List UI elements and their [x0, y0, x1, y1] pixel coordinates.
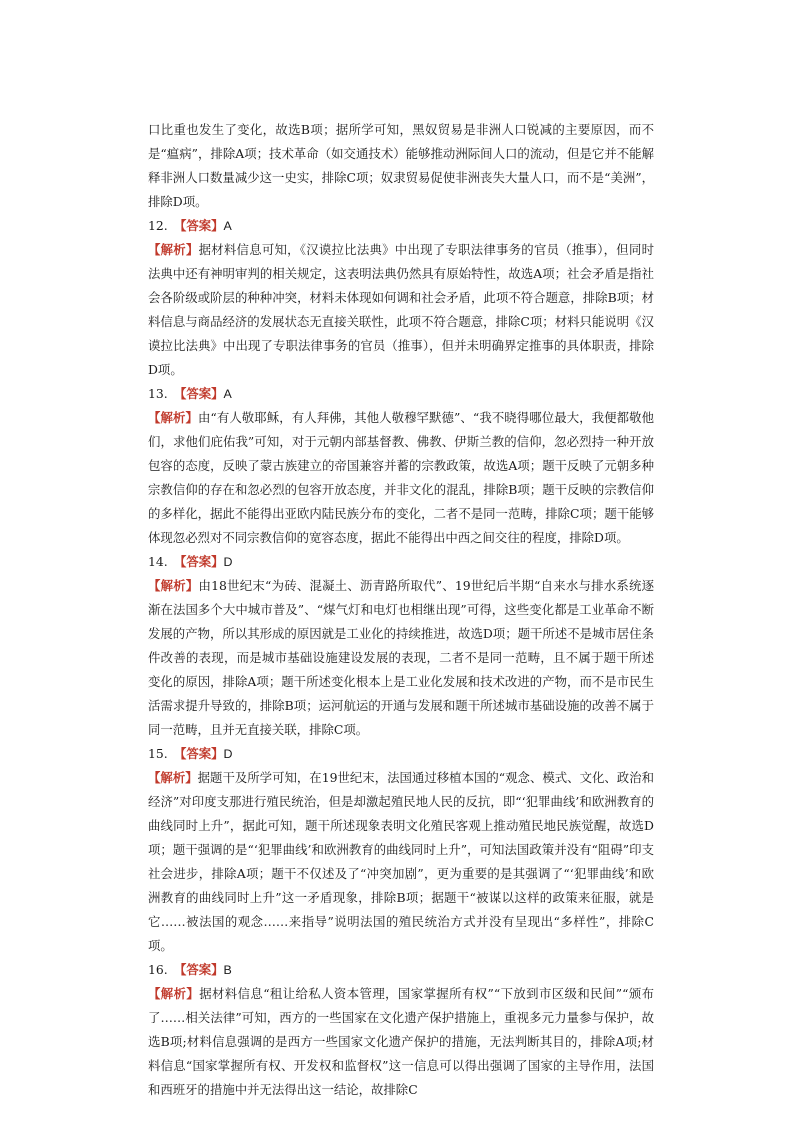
answer-line — [148, 550, 654, 574]
answer-tag: 【答案】 — [173, 554, 224, 569]
question-number: 15. — [148, 746, 168, 761]
analysis-text: 据题干及所学可知，在19世纪末，法国通过移植本国的“观念、模式、文化、政治和经济”对印度支那进行殖民统治，但是却激起殖民地人民的反抗，即“‘犯罪曲线’和欧洲教育的曲线同时上升”，据此可知，题干所述现象表明文化殖民客观上推动殖民地民族觉醒，故选D项；题干强调的是“‘犯罪曲线’和欧洲教育的曲线同时上升”，可知法国政策并没有“阻碍”印支社会进步，排除A项；题干不仅述及了“冲突加剧”，更为重要的是其强调了“‘犯罪曲线’和欧洲教育的曲线同时上升”这一矛盾现象，排除B项；据题干“被谋以这样的政策来征服，就是它……被法国的观念……来指导”说明法国的殖民统治方式并没有呈现出“多样性”，排除C项。 — [148, 770, 655, 953]
answer-tag: 【答案】 — [173, 386, 224, 401]
analysis-paragraph — [148, 406, 654, 550]
answer-item-13 — [148, 382, 654, 550]
answer-item-15 — [148, 742, 654, 958]
answer-line — [148, 958, 654, 982]
answer-tag: 【答案】 — [173, 962, 224, 977]
answer-item-16 — [148, 958, 654, 1102]
question-number: 16. — [148, 962, 168, 977]
question-number: 14. — [148, 554, 168, 569]
answer-letter: A — [223, 387, 232, 401]
intro-paragraph: 口比重也发生了变化，故选B项；据所学可知，黑奴贸易是非洲人口锐减的主要原因，而不是“瘟病”，排除A项；技术革命（如交通技术）能够推动洲际间人口的流动，但是它并不能解释非洲人口数量减少这一史实，排除C项；奴隶贸易促使非洲丧失大量人口，而不是“美洲”，排除D项。 — [148, 122, 654, 209]
analysis-tag: 【解析】 — [148, 242, 199, 257]
analysis-tag: 【解析】 — [148, 410, 198, 425]
analysis-paragraph — [148, 982, 654, 1102]
question-number: 12. — [148, 218, 168, 233]
answer-item-12 — [148, 214, 654, 382]
analysis-tag: 【解析】 — [148, 770, 198, 785]
analysis-paragraph — [148, 766, 654, 958]
answer-letter: A — [223, 219, 232, 233]
analysis-tag: 【解析】 — [148, 578, 199, 593]
analysis-paragraph — [148, 238, 654, 382]
answer-analysis-content — [148, 118, 654, 1102]
analysis-text: 据材料信息可知，《汉谟拉比法典》中出现了专职法律事务的官员（推事），但同时法典中还有神明审判的相关规定，这表明法典仍然具有原始特性，故选A项；社会矛盾是指社会各阶级或阶层的种种冲突，材料未体现如何调和社会矛盾，此项不符合题意，排除B项；材料信息与商品经济的发展状态无直接关联性，此项不符合题意，排除C项；材料只能说明《汉谟拉比法典》中出现了专职法律事务的官员（推事），但并未明确界定推事的具体职责，排除D项。 — [148, 242, 654, 377]
analysis-text: 由“有人敬耶稣，有人拜佛，其他人敬穆罕默德”、“我不晓得哪位最大，我便都敬他们，求他们庇佑我”可知，对于元朝内部基督教、佛教、伊斯兰教的信仰，忽必烈持一种开放包容的态度，反映了蒙古族建立的帝国兼容并蓄的宗教政策，故选A项；题干反映了元朝多种宗教信仰的存在和忽必烈的包容开放态度，并非文化的混乱，排除B项；题干反映的宗教信仰的多样化，据此不能得出亚欧内陆民族分布的变化，二者不是同一范畴，排除C项；题干能够体现忽必烈对不同宗教信仰的宽容态度，据此不能得出中西之间交往的程度，排除D项。 — [148, 410, 654, 545]
answer-tag: 【答案】 — [173, 746, 224, 761]
analysis-tag: 【解析】 — [148, 986, 200, 1001]
analysis-text: 据材料信息“租让给私人资本管理，国家掌握所有权”“下放到市区级和民间”“颁布了……相关法律”可知，西方的一些国家在文化遗产保护措施上，重视多元力量参与保护，故选B项;材料信息强调的是西方一些国家文化遗产保护的措施，无法判断其目的，排除A项;材料信息“国家掌握所有权、开发权和监督权”这一信息可以得出强调了国家的主导作用，法国和西班牙的措施中并无法得出这一结论，故排除C — [148, 986, 655, 1097]
answer-line — [148, 742, 654, 766]
answer-letter: B — [223, 963, 232, 977]
answer-tag: 【答案】 — [173, 218, 224, 233]
analysis-paragraph — [148, 574, 654, 742]
answer-item-14 — [148, 550, 654, 742]
answer-line — [148, 382, 654, 406]
question-number: 13. — [148, 386, 168, 401]
answer-letter: D — [223, 747, 233, 761]
analysis-text: 由18世纪末“为砖、混凝土、沥青路所取代”、19世纪后半期“自来水与排水系统逐渐在法国多个大中城市普及”、“煤气灯和电灯也相继出现”可得，这些变化都是工业革命不断发展的产物，所以其形成的原因就是工业化的持续推进，故选D项；题干所述不是城市居住条件改善的表现，而是城市基础设施建设发展的表现，二者不是同一范畴，且不属于题干所述变化的原因，排除A项；题干所述变化根本上是工业化发展和技术改进的产物，而不是市民生活需求提升导致的，排除B项；运河航运的开通与发展和题干所述城市基础设施的改善不属于同一范畴，且并无直接关联，排除C项。 — [148, 578, 655, 737]
answer-letter: D — [223, 555, 233, 569]
answer-line — [148, 214, 654, 238]
